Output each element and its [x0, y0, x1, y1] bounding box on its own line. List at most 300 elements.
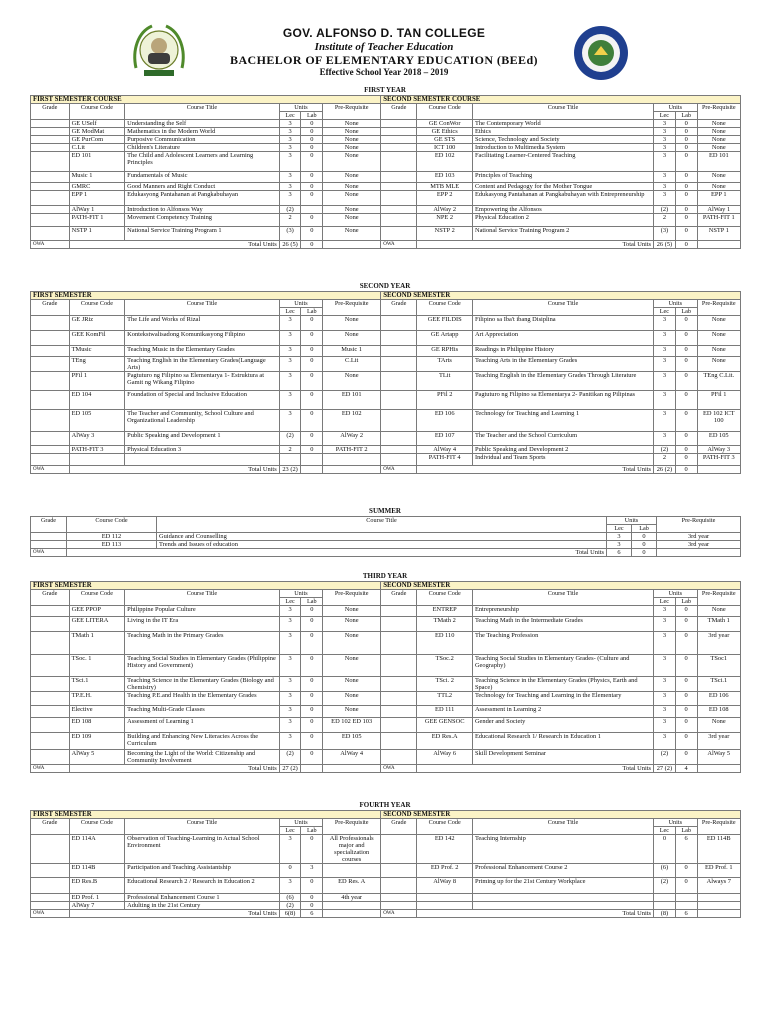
- owa-label: OWA: [31, 910, 70, 918]
- course-code: AlWay 3: [69, 432, 125, 446]
- lab-units: [301, 454, 323, 466]
- prerequisite: None: [697, 172, 741, 183]
- course-title: The Child and Adolescent Learners and Learning Principles: [125, 152, 280, 172]
- course-code: ED 142: [417, 835, 473, 864]
- lab-units: 0: [675, 432, 697, 446]
- course-title: Guidance and Counselling: [157, 533, 607, 541]
- course-code: ED Res.B: [69, 878, 125, 894]
- grade-cell: [31, 410, 70, 432]
- lab-units: 0: [301, 655, 323, 677]
- grade-cell: [381, 172, 417, 183]
- total-lec: 6(8): [279, 910, 301, 918]
- course-row: [31, 227, 741, 241]
- course-code-header: Course Code: [417, 300, 473, 316]
- owa-label: OWA: [31, 241, 70, 249]
- lab-units: 0: [301, 183, 323, 191]
- course-row: [31, 541, 741, 549]
- lec-header: Lec: [607, 525, 632, 533]
- grade-cell: [31, 172, 70, 183]
- lab-units: 0: [301, 677, 323, 692]
- first-year-section: [30, 86, 740, 249]
- lec-units: 3: [279, 357, 301, 372]
- grade-cell: [381, 733, 417, 750]
- prerequisite: None: [323, 372, 381, 391]
- lab-units: 0: [675, 878, 697, 894]
- grade-header: Grade: [31, 517, 67, 533]
- course-title: Participation and Teaching Assistantship: [125, 864, 280, 878]
- course-code: AlWay 8: [417, 878, 473, 894]
- first-semester-label: FIRST SEMESTER COURSE: [31, 96, 381, 104]
- course-title: The Teacher and Community, School Culture and Organizational Leadership: [125, 410, 280, 432]
- effective-year: Effective School Year 2018 – 2019: [319, 67, 449, 77]
- summer-section: [30, 507, 740, 557]
- lec-units: 3: [279, 606, 301, 617]
- course-title: National Service Training Program 2: [472, 227, 653, 241]
- course-row: [31, 835, 741, 864]
- prerequisite-header: Pre-Requisite: [697, 300, 741, 316]
- course-title: Adulting in the 21st Century: [125, 902, 280, 910]
- lab-header: Lab: [301, 112, 323, 120]
- prerequisite: None: [697, 120, 741, 128]
- course-row: [31, 733, 741, 750]
- course-title: [472, 902, 653, 910]
- course-title-header: Course Title: [157, 517, 607, 533]
- prerequisite-header: Pre-Requisite: [323, 104, 381, 120]
- prerequisite: None: [323, 191, 381, 206]
- prerequisite: None: [323, 144, 381, 152]
- lec-units: 2: [654, 214, 676, 227]
- owa-label: OWA: [31, 765, 70, 773]
- grade-cell: [31, 894, 70, 902]
- lab-header: Lab: [675, 827, 697, 835]
- grade-cell: [31, 183, 70, 191]
- course-title: Mathematics in the Modern World: [125, 128, 280, 136]
- lec-units: (2): [279, 902, 301, 910]
- grade-cell: [31, 391, 70, 410]
- grade-cell: [381, 750, 417, 765]
- grade-cell: [381, 331, 417, 346]
- grade-cell: [31, 677, 70, 692]
- lab-units: 0: [301, 718, 323, 733]
- grade-cell: [381, 206, 417, 214]
- total-units-label: Total Units: [417, 241, 654, 249]
- lec-header: Lec: [654, 827, 676, 835]
- grade-cell: [31, 136, 70, 144]
- lab-units: 0: [301, 172, 323, 183]
- empty-cell: [697, 765, 741, 773]
- prerequisite: None: [323, 606, 381, 617]
- course-row: [31, 191, 741, 206]
- course-code: GMRC: [69, 183, 125, 191]
- units-header: Units: [279, 104, 322, 112]
- prerequisite-header: Pre-Requisite: [697, 819, 741, 835]
- course-code: ED 114B: [69, 864, 125, 878]
- course-title-header: Course Title: [472, 300, 653, 316]
- grade-cell: [381, 835, 417, 864]
- prerequisite: Always 7: [697, 878, 741, 894]
- lec-units: 3: [654, 172, 676, 183]
- lab-units: 0: [675, 128, 697, 136]
- course-code: ED 107: [417, 432, 473, 446]
- lec-units: 3: [279, 128, 301, 136]
- course-title: Public Speaking and Development 2: [472, 446, 653, 454]
- grade-header: Grade: [31, 104, 70, 120]
- lec-units: [654, 902, 676, 910]
- grade-cell: [381, 144, 417, 152]
- lab-units: 0: [301, 191, 323, 206]
- grade-cell: [381, 214, 417, 227]
- prerequisite: AlWay 5: [697, 750, 741, 765]
- grade-cell: [31, 706, 70, 718]
- lec-units: 3: [654, 357, 676, 372]
- course-code: GE ModMat: [69, 128, 125, 136]
- lec-units: (3): [279, 227, 301, 241]
- empty-cell: [697, 241, 741, 249]
- prerequisite: None: [323, 120, 381, 128]
- empty-cell: [323, 910, 381, 918]
- lab-units: 0: [301, 346, 323, 357]
- course-code-header: Course Code: [69, 300, 125, 316]
- grade-cell: [381, 183, 417, 191]
- prerequisite: AlWay 3: [697, 446, 741, 454]
- lec-header: Lec: [654, 112, 676, 120]
- lab-units: 0: [675, 706, 697, 718]
- course-title: Public Speaking and Development 1: [125, 432, 280, 446]
- course-code: AlWay 6: [417, 750, 473, 765]
- course-title: Technology for Teaching and Learning 1: [472, 410, 653, 432]
- prerequisite: ED Res. A: [323, 878, 381, 894]
- total-lab: 0: [632, 549, 657, 557]
- curriculum-table: [30, 810, 741, 918]
- course-code: AlWay 4: [417, 446, 473, 454]
- grade-cell: [31, 432, 70, 446]
- grade-cell: [31, 533, 67, 541]
- prerequisite: None: [697, 128, 741, 136]
- prerequisite: ED 102 ED 103: [323, 718, 381, 733]
- lab-units: [301, 206, 323, 214]
- grade-cell: [381, 454, 417, 466]
- course-title: Physical Education 3: [125, 446, 280, 454]
- grade-cell: [31, 446, 70, 454]
- course-row: [31, 183, 741, 191]
- lab-units: 0: [301, 136, 323, 144]
- prerequisite-header: Pre-Requisite: [657, 517, 741, 533]
- course-code: GE Ethics: [417, 128, 473, 136]
- lab-units: 0: [675, 391, 697, 410]
- total-row: [31, 241, 741, 249]
- course-code: AlWay 2: [417, 206, 473, 214]
- second-semester-label: SECOND SEMESTER: [381, 582, 741, 590]
- prerequisite: ED 101: [697, 152, 741, 172]
- course-code: [69, 454, 125, 466]
- lec-units: 3: [279, 718, 301, 733]
- course-row: [31, 677, 741, 692]
- total-row: [31, 910, 741, 918]
- course-title: Teaching Arts in the Elementary Grades: [472, 357, 653, 372]
- prerequisite: All Professionals major and specialization courses: [323, 835, 381, 864]
- year-title: FOURTH YEAR: [359, 801, 411, 809]
- total-units-label: Total Units: [67, 549, 607, 557]
- prerequisite: ED 102 ICT 100: [697, 410, 741, 432]
- course-title: Teaching Math in the Primary Grades: [125, 632, 280, 655]
- teacher-education-seal-logo: [572, 24, 630, 82]
- course-title-header: Course Title: [125, 104, 280, 120]
- grade-cell: [381, 706, 417, 718]
- course-title: Professional Enhancement Course 1: [125, 894, 280, 902]
- prerequisite: None: [323, 706, 381, 718]
- units-header: Units: [279, 590, 322, 598]
- lec-units: 3: [654, 655, 676, 677]
- prerequisite: 3rd year: [697, 733, 741, 750]
- total-lab: 6: [301, 910, 323, 918]
- lec-units: 3: [654, 331, 676, 346]
- lec-units: 3: [607, 541, 632, 549]
- second-semester-label: SECOND SEMESTER COURSE: [381, 96, 741, 104]
- grade-cell: [381, 902, 417, 910]
- first-semester-label: FIRST SEMESTER: [31, 811, 381, 819]
- lec-units: 3: [279, 617, 301, 632]
- course-row: [31, 878, 741, 894]
- lab-units: 0: [675, 372, 697, 391]
- lec-units: 3: [654, 606, 676, 617]
- course-code: ED 105: [69, 410, 125, 432]
- course-code: PATH-FIT 4: [417, 454, 473, 466]
- lec-units: 3: [654, 191, 676, 206]
- curriculum-table: [30, 581, 741, 773]
- course-code: Elective: [69, 706, 125, 718]
- grade-cell: [381, 191, 417, 206]
- grade-cell: [31, 206, 70, 214]
- total-lec: 26 (5): [654, 241, 676, 249]
- course-title: Physical Education 2: [472, 214, 653, 227]
- grade-cell: [381, 894, 417, 902]
- prerequisite: None: [323, 677, 381, 692]
- lab-units: 0: [632, 533, 657, 541]
- units-header: Units: [607, 517, 657, 525]
- course-code: TMusic: [69, 346, 125, 357]
- owa-label: OWA: [381, 466, 417, 474]
- lec-units: 3: [279, 632, 301, 655]
- grade-header: Grade: [31, 819, 70, 835]
- course-title: Priming up for the 21st Century Workplace: [472, 878, 653, 894]
- prerequisite: ED Prof. 1: [697, 864, 741, 878]
- prerequisite: AlWay 4: [323, 750, 381, 765]
- course-title: Individual and Team Sports: [472, 454, 653, 466]
- course-title: Entrepreneurship: [472, 606, 653, 617]
- grade-cell: [381, 878, 417, 894]
- course-title: Building and Enhancing New Literacies Across the Curriculum: [125, 733, 280, 750]
- lab-header: Lab: [301, 827, 323, 835]
- course-title: Pagtuturo ng Filipino sa Elementarya 2- Panitikan ng Pilipinas: [472, 391, 653, 410]
- second-year-section: [30, 282, 740, 474]
- grade-cell: [381, 655, 417, 677]
- lec-units: 3: [654, 718, 676, 733]
- course-code: ED Prof. 2: [417, 864, 473, 878]
- lab-units: 0: [301, 432, 323, 446]
- course-title: Art Appreciation: [472, 331, 653, 346]
- course-code: ED 109: [69, 733, 125, 750]
- grade-cell: [31, 692, 70, 706]
- lec-units: (6): [279, 894, 301, 902]
- prerequisite: TSci.1: [697, 677, 741, 692]
- prerequisite: None: [323, 214, 381, 227]
- prerequisite: None: [697, 357, 741, 372]
- course-row: [31, 632, 741, 655]
- college-name: GOV. ALFONSO D. TAN COLLEGE: [282, 26, 486, 40]
- course-code: ED 101: [69, 152, 125, 172]
- course-code: GEE LITERA: [69, 617, 125, 632]
- prerequisite: [323, 902, 381, 910]
- course-title-header: Course Title: [472, 590, 653, 606]
- grade-cell: [31, 144, 70, 152]
- lec-units: 3: [279, 655, 301, 677]
- lec-units: 3: [279, 120, 301, 128]
- grade-cell: [31, 617, 70, 632]
- prerequisite: None: [697, 316, 741, 331]
- grade-cell: [31, 606, 70, 617]
- course-code: ED 106: [417, 410, 473, 432]
- third-year-section: [30, 572, 740, 773]
- course-code: ED 113: [67, 541, 157, 549]
- lab-units: 0: [301, 692, 323, 706]
- lec-units: 3: [279, 410, 301, 432]
- total-lec: (8): [654, 910, 676, 918]
- lec-units: 3: [279, 316, 301, 331]
- total-lec: 27 (2): [654, 765, 676, 773]
- course-title: Educational Research 1/ Research in Education 1: [472, 733, 653, 750]
- lab-units: 0: [675, 227, 697, 241]
- course-row: [31, 446, 741, 454]
- grade-cell: [381, 372, 417, 391]
- lab-units: 0: [675, 718, 697, 733]
- lab-units: 0: [675, 357, 697, 372]
- lec-units: 2: [654, 454, 676, 466]
- year-title: FIRST YEAR: [364, 86, 406, 94]
- grade-cell: [31, 718, 70, 733]
- lab-units: 0: [301, 391, 323, 410]
- prerequisite: [323, 454, 381, 466]
- course-row: [31, 372, 741, 391]
- lec-header: Lec: [654, 598, 676, 606]
- grade-cell: [31, 878, 70, 894]
- course-row: [31, 316, 741, 331]
- course-code: PATH-FIT 1: [69, 214, 125, 227]
- lec-units: (2): [654, 750, 676, 765]
- prerequisite: None: [697, 136, 741, 144]
- course-title: Introduction to Multimedia System: [472, 144, 653, 152]
- prerequisite: PATH-FIT 2: [323, 446, 381, 454]
- course-row: [31, 718, 741, 733]
- total-row: [31, 549, 741, 557]
- grade-cell: [31, 316, 70, 331]
- lec-units: 3: [654, 632, 676, 655]
- prerequisite: ED 102: [323, 410, 381, 432]
- lab-units: 0: [675, 864, 697, 878]
- prerequisite: PATH-FIT 3: [697, 454, 741, 466]
- lec-units: (6): [654, 864, 676, 878]
- prerequisite: None: [323, 152, 381, 172]
- course-row: [31, 533, 741, 541]
- lab-units: 0: [301, 606, 323, 617]
- course-code: AlWay 7: [69, 902, 125, 910]
- prerequisite: None: [323, 655, 381, 677]
- lec-header: Lec: [279, 112, 301, 120]
- prerequisite: ED 114B: [697, 835, 741, 864]
- course-title: The Life and Works of Rizal: [125, 316, 280, 331]
- total-lec: 26 (5): [279, 241, 301, 249]
- year-title: THIRD YEAR: [362, 572, 408, 580]
- grade-cell: [31, 214, 70, 227]
- course-row: [31, 655, 741, 677]
- course-title-header: Course Title: [125, 300, 280, 316]
- course-code: ED 111: [417, 706, 473, 718]
- course-code: TP.E.H.: [69, 692, 125, 706]
- course-title: Principles of Teaching: [472, 172, 653, 183]
- year-title: SECOND YEAR: [359, 282, 411, 290]
- course-row: [31, 432, 741, 446]
- lab-units: 0: [675, 191, 697, 206]
- course-title: Teaching Social Studies in Elementary Grades- (Culture and Geography): [472, 655, 653, 677]
- course-title: Empowering the Alfonsos: [472, 206, 653, 214]
- course-code: TSci.1: [69, 677, 125, 692]
- document-header: [0, 0, 768, 84]
- grade-cell: [31, 835, 70, 864]
- course-code: TTL2: [417, 692, 473, 706]
- lec-units: 3: [279, 183, 301, 191]
- course-title: Teaching Math in the Intermediate Grades: [472, 617, 653, 632]
- lec-units: 3: [279, 677, 301, 692]
- total-lab: 0: [675, 241, 697, 249]
- course-title: Fundamentals of Music: [125, 172, 280, 183]
- course-code: ENTREP: [417, 606, 473, 617]
- course-row: [31, 750, 741, 765]
- course-title: Teaching P.E.and Health in the Elementary Grades: [125, 692, 280, 706]
- course-code: TSoc.2: [417, 655, 473, 677]
- second-semester-label: SECOND SEMESTER: [381, 811, 741, 819]
- prerequisite: None: [697, 331, 741, 346]
- course-code-header: Course Code: [417, 590, 473, 606]
- course-code: GE ConWor: [417, 120, 473, 128]
- lab-header: Lab: [675, 598, 697, 606]
- prerequisite: [697, 894, 741, 902]
- grade-header: Grade: [381, 104, 417, 120]
- prerequisite: [323, 864, 381, 878]
- grade-header: Grade: [31, 590, 70, 606]
- lec-units: 3: [654, 144, 676, 152]
- grade-cell: [381, 432, 417, 446]
- grade-cell: [31, 372, 70, 391]
- course-code: AlWay 1: [69, 206, 125, 214]
- lab-units: 0: [675, 733, 697, 750]
- empty-cell: [697, 466, 741, 474]
- grade-header: Grade: [381, 300, 417, 316]
- lab-units: 0: [301, 214, 323, 227]
- prerequisite: ED 101: [323, 391, 381, 410]
- total-lec: 6: [607, 549, 632, 557]
- course-title: Ethics: [472, 128, 653, 136]
- lab-units: 0: [301, 152, 323, 172]
- prerequisite: 3rd year: [697, 632, 741, 655]
- lab-units: 0: [301, 617, 323, 632]
- course-title: Philippine Popular Culture: [125, 606, 280, 617]
- course-code: NSTP 2: [417, 227, 473, 241]
- lab-units: 0: [675, 677, 697, 692]
- lec-header: Lec: [279, 308, 301, 316]
- program-name: BACHELOR OF ELEMENTARY EDUCATION (BEEd): [230, 53, 538, 67]
- lec-units: 3: [654, 432, 676, 446]
- course-title-header: Course Title: [125, 590, 280, 606]
- prerequisite: 3rd year: [657, 533, 741, 541]
